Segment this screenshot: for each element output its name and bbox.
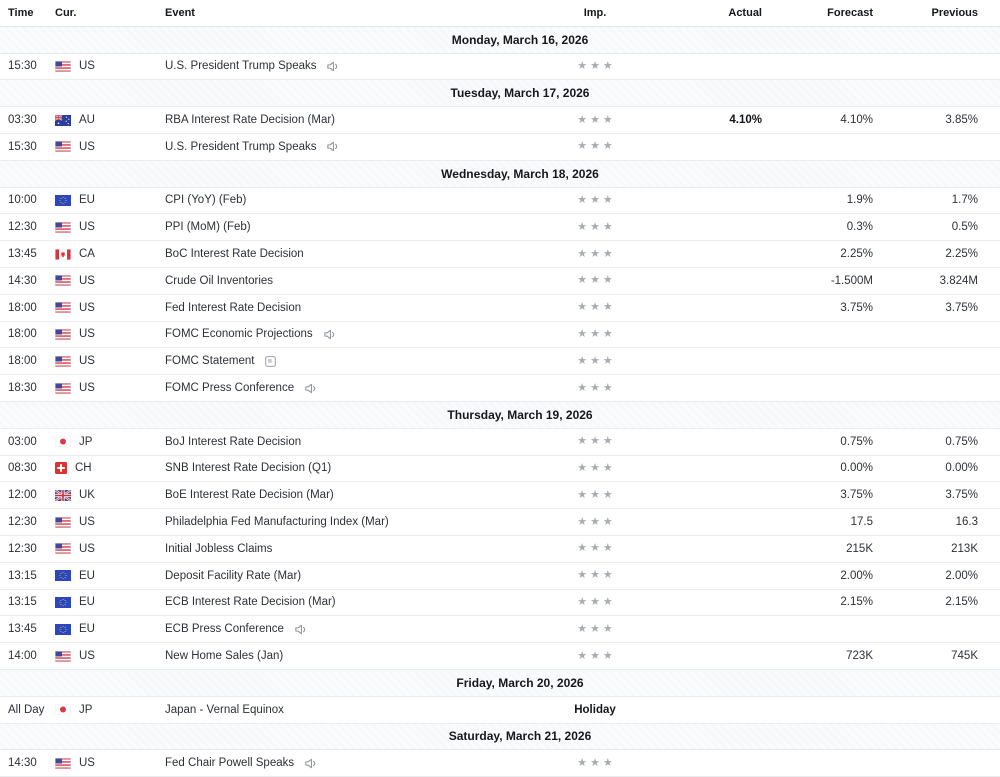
eu-flag-icon [55,195,71,206]
event-time: 12:00 [8,489,37,502]
importance-stars: ★★★ [577,140,616,153]
importance-stars: ★★★ [577,381,616,394]
day-header-label: Saturday, March 21, 2026 [448,729,592,744]
importance-stars: ★★★ [577,435,616,448]
currency-code: US [79,382,95,395]
speaker-icon [304,382,317,395]
event-name-link[interactable]: New Home Sales (Jan) [165,650,284,663]
importance-cell [530,517,660,528]
event-currency [55,221,165,233]
event-currency [55,60,165,72]
event-name-link[interactable]: Philadelphia Fed Manufacturing Index (Mar) [165,516,389,529]
importance-stars: ★★★ [577,274,616,287]
speaker-icon [304,757,317,770]
ca-flag-icon [55,249,71,260]
event-currency [55,596,165,608]
economic-event-row[interactable] [0,697,1000,724]
event-cell [165,623,530,636]
currency-code: CA [79,248,95,261]
event-currency [55,623,165,635]
day-header-label: Wednesday, March 18, 2026 [441,166,599,181]
currency-code: US [79,221,95,234]
column-header-importance: Imp. [583,6,607,19]
event-time: 12:30 [8,516,37,529]
event-cell [165,516,530,528]
event-currency [55,114,165,126]
statement-icon [264,355,277,368]
event-cell [165,382,530,395]
forecast-value: 0.00% [840,462,873,475]
currency-code: JP [79,435,93,448]
economic-event-row[interactable] [0,268,1000,295]
column-header-actual: Actual [728,6,762,19]
event-name-link[interactable]: FOMC Press Conference [165,382,295,395]
event-name-link[interactable]: Initial Jobless Claims [165,542,273,555]
economic-event-row[interactable] [0,509,1000,536]
ch-flag-icon [55,462,67,474]
event-cell [165,543,530,555]
event-cell [165,248,530,260]
importance-cell [530,275,660,286]
importance-cell [530,302,660,313]
column-header-event: Event [165,6,195,19]
importance-stars: ★★★ [577,327,616,340]
economic-event-row[interactable] [0,563,1000,590]
importance-cell [530,463,660,474]
us-flag-icon [55,758,71,769]
event-currency [55,382,165,394]
us-flag-icon [55,329,71,340]
event-time: 14:00 [8,650,37,663]
importance-stars: ★★★ [577,113,616,126]
speaker-icon [326,60,339,73]
event-cell [165,489,530,501]
economic-event-row[interactable] [0,456,1000,483]
event-currency [55,489,165,501]
us-flag-icon [55,517,71,528]
forecast-value: 0.3% [846,221,873,234]
economic-event-row[interactable] [0,750,1000,777]
event-cell [165,60,530,73]
event-name-link[interactable]: Deposit Facility Rate (Mar) [165,569,302,582]
economic-event-row[interactable] [0,295,1000,322]
previous-value: 0.5% [951,221,978,234]
previous-value: 2.15% [945,596,978,609]
previous-value: 2.00% [945,569,978,582]
event-time: 18:00 [8,301,37,314]
currency-code: UK [79,489,95,502]
day-header-label: Friday, March 20, 2026 [456,675,584,690]
event-cell [165,355,530,368]
previous-value: 0.75% [945,435,978,448]
us-flag-icon [55,61,71,72]
event-cell [165,436,530,448]
currency-code: CH [75,462,92,475]
us-flag-icon [55,222,71,233]
economic-event-row[interactable] [0,482,1000,509]
event-currency [55,275,165,287]
event-currency [55,462,165,474]
event-time: 13:45 [8,248,37,261]
event-time: 08:30 [8,462,37,475]
economic-event-row[interactable] [0,214,1000,241]
importance-cell [530,758,660,769]
importance-cell [530,249,660,260]
eu-flag-icon [55,597,71,608]
economic-event-row[interactable] [0,188,1000,215]
event-name-link[interactable]: FOMC Statement [165,355,255,368]
eu-flag-icon [55,624,71,635]
forecast-value: 3.75% [840,489,873,502]
previous-value: 3.85% [945,114,978,127]
currency-code: EU [79,194,95,207]
event-time: 13:15 [8,596,37,609]
importance-stars: ★★★ [577,59,616,72]
day-header-row [0,161,1000,188]
day-header-row [0,80,1000,107]
event-name-link[interactable]: Japan - Vernal Equinox [165,703,284,716]
speaker-icon [294,623,307,636]
currency-code: EU [79,569,95,582]
day-header-label: Thursday, March 19, 2026 [447,407,593,422]
day-header-row [0,724,1000,751]
importance-cell [530,624,660,635]
importance-cell [530,356,660,367]
event-time: 03:00 [8,435,37,448]
importance-cell [530,597,660,608]
event-name-link[interactable]: Crude Oil Inventories [165,274,274,287]
event-currency [55,355,165,367]
importance-cell [530,570,660,581]
uk-flag-icon [55,490,71,501]
economic-event-row[interactable] [0,322,1000,349]
event-cell [165,328,530,341]
importance-cell [530,651,660,662]
currency-code: EU [79,623,95,636]
importance-cell [530,195,660,206]
forecast-value: 2.15% [840,596,873,609]
us-flag-icon [55,383,71,394]
event-currency [55,650,165,662]
forecast-value: 2.00% [840,569,873,582]
forecast-value: 17.5 [850,516,873,529]
currency-code: AU [79,114,95,127]
event-cell [165,704,530,716]
event-currency [55,516,165,528]
speaker-icon [326,140,339,153]
event-time: 12:30 [8,542,37,555]
economic-event-row[interactable] [0,590,1000,617]
economic-event-row[interactable] [0,375,1000,402]
currency-code: US [79,274,95,287]
importance-cell [530,115,660,126]
forecast-value: 1.9% [846,194,873,207]
forecast-value: 2.25% [840,248,873,261]
column-header-previous: Previous [931,6,978,19]
currency-code: US [79,355,95,368]
forecast-value: 723K [846,650,873,663]
us-flag-icon [55,651,71,662]
currency-code: US [79,757,95,770]
au-flag-icon [55,115,71,126]
event-name-link[interactable]: FOMC Economic Projections [165,328,313,341]
us-flag-icon [55,275,71,286]
event-name-link[interactable]: U.S. President Trump Speaks [165,60,317,73]
event-currency [55,704,165,716]
event-name-link[interactable]: SNB Interest Rate Decision (Q1) [165,462,332,475]
currency-code: US [79,140,95,153]
event-name-link[interactable]: ECB Interest Rate Decision (Mar) [165,596,336,609]
importance-cell [530,704,660,716]
importance-stars: ★★★ [577,542,616,555]
importance-cell [530,543,660,554]
economic-event-row[interactable] [0,54,1000,81]
jp-flag-icon [55,436,71,447]
forecast-value: -1.500M [830,274,873,287]
event-time: 18:30 [8,382,37,395]
importance-cell [530,329,660,340]
currency-code: US [79,301,95,314]
event-name-link[interactable]: BoJ Interest Rate Decision [165,435,302,448]
event-cell [165,650,530,662]
event-time: 14:30 [8,274,37,287]
event-time: 18:00 [8,328,37,341]
importance-cell [530,141,660,152]
event-cell [165,596,530,608]
economic-event-row[interactable] [0,348,1000,375]
event-name-link[interactable]: U.S. President Trump Speaks [165,140,317,153]
importance-cell [530,436,660,447]
importance-cell [530,490,660,501]
event-time: 13:45 [8,623,37,636]
forecast-value: 0.75% [840,435,873,448]
forecast-value: 4.10% [840,114,873,127]
economic-event-row[interactable] [0,616,1000,643]
event-time: 15:30 [8,140,37,153]
importance-cell [530,222,660,233]
event-cell [165,140,530,153]
importance-stars: ★★★ [577,622,616,635]
event-name-link[interactable]: Fed Interest Rate Decision [165,301,302,314]
us-flag-icon [55,356,71,367]
importance-cell [530,383,660,394]
event-time: 03:30 [8,114,37,127]
event-time: 14:30 [8,757,37,770]
us-flag-icon [55,141,71,152]
event-name-link[interactable]: ECB Press Conference [165,623,284,636]
economic-event-row[interactable] [0,241,1000,268]
event-time: 13:15 [8,569,37,582]
event-name-link[interactable]: Fed Chair Powell Speaks [165,757,295,770]
event-name-link[interactable]: BoC Interest Rate Decision [165,248,304,261]
event-cell [165,275,530,287]
event-name-link[interactable]: CPI (YoY) (Feb) [165,194,247,207]
event-time: 10:00 [8,194,37,207]
column-header-currency: Cur. [55,6,77,19]
day-header-label: Tuesday, March 17, 2026 [450,86,590,101]
importance-stars: ★★★ [577,193,616,206]
economic-event-row[interactable] [0,429,1000,456]
event-currency [55,141,165,153]
currency-code: US [79,516,95,529]
currency-code: JP [79,703,93,716]
event-currency [55,194,165,206]
importance-stars: ★★★ [577,569,616,582]
previous-value: 16.3 [955,516,978,529]
event-time: All Day [8,703,45,716]
jp-flag-icon [55,704,71,715]
forecast-value: 3.75% [840,301,873,314]
currency-code: US [79,542,95,555]
column-header-time: Time [8,6,34,19]
event-cell [165,757,530,770]
currency-code: US [79,60,95,73]
previous-value: 213K [951,542,978,555]
event-cell [165,302,530,314]
event-cell [165,462,530,474]
event-cell [165,570,530,582]
importance-stars: ★★★ [577,756,616,769]
day-header-label: Monday, March 16, 2026 [451,32,589,47]
importance-stars: ★★★ [577,488,616,501]
currency-code: US [79,650,95,663]
importance-stars: ★★★ [577,220,616,233]
previous-value: 3.75% [945,489,978,502]
economic-event-row[interactable] [0,643,1000,670]
event-currency [55,436,165,448]
day-header-row [0,27,1000,54]
importance-stars: ★★★ [577,515,616,528]
importance-stars: ★★★ [577,595,616,608]
event-time: 15:30 [8,60,37,73]
event-currency [55,757,165,769]
actual-value: 4.10% [729,114,762,127]
event-cell [165,114,530,126]
currency-code: US [79,328,95,341]
importance-stars: ★★★ [577,247,616,260]
holiday-label: Holiday [574,703,616,716]
us-flag-icon [55,543,71,554]
previous-value: 745K [951,650,978,663]
importance-stars: ★★★ [577,301,616,314]
event-name-link[interactable]: RBA Interest Rate Decision (Mar) [165,114,336,127]
previous-value: 2.25% [945,248,978,261]
economic-event-row[interactable] [0,536,1000,563]
event-name-link[interactable]: BoE Interest Rate Decision (Mar) [165,489,334,502]
event-currency [55,248,165,260]
event-currency [55,328,165,340]
event-cell [165,194,530,206]
us-flag-icon [55,302,71,313]
event-cell [165,221,530,233]
previous-value: 0.00% [945,462,978,475]
speaker-icon [323,328,336,341]
previous-value: 3.75% [945,301,978,314]
economic-event-row[interactable] [0,107,1000,134]
table-header-row [0,0,1000,27]
previous-value: 1.7% [951,194,978,207]
importance-stars: ★★★ [577,461,616,474]
event-time: 12:30 [8,221,37,234]
day-header-row [0,402,1000,429]
importance-cell [530,61,660,72]
event-currency [55,543,165,555]
eu-flag-icon [55,570,71,581]
column-header-forecast: Forecast [827,6,873,19]
importance-stars: ★★★ [577,354,616,367]
event-time: 18:00 [8,355,37,368]
day-header-row [0,670,1000,697]
currency-code: EU [79,596,95,609]
importance-stars: ★★★ [577,649,616,662]
event-currency [55,570,165,582]
event-name-link[interactable]: PPI (MoM) (Feb) [165,221,251,234]
event-currency [55,302,165,314]
forecast-value: 215K [846,542,873,555]
previous-value: 3.824M [939,274,978,287]
economic-event-row[interactable] [0,134,1000,161]
